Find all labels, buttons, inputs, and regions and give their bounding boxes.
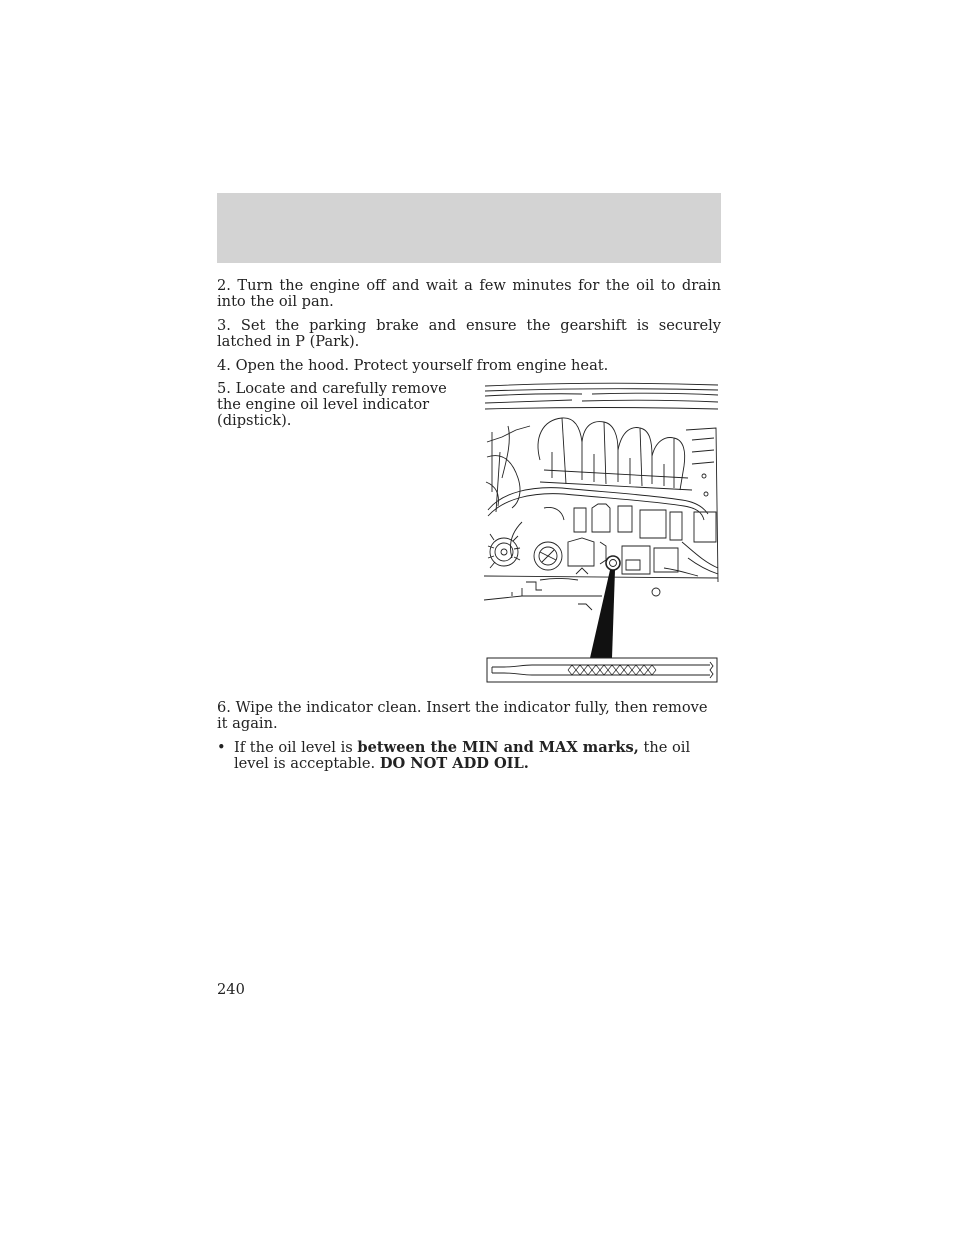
engine-illustration-icon [482,382,722,684]
step-2-text: 2. Turn the engine off and wait a few minutes for the oil to drain into the oil pan. [217,277,721,310]
step-6-text: 6. Wipe the indicator clean. Insert the indicator fully, then remove it again. [217,699,708,732]
bullet-text-before: If the oil level is [234,739,358,756]
header-band [217,193,721,263]
step-4-text: 4. Open the hood. Protect yourself from engine heat. [217,357,609,374]
engine-dipstick-illustration [482,382,722,684]
bullet-bold-warning: DO NOT ADD OIL. [379,755,529,772]
step-3-text: 3. Set the parking brake and ensure the gearshift is securely latched in P (Park). [217,317,721,350]
bullet-bold-range: between the MIN and MAX marks, [357,739,639,756]
bullet-symbol: • [217,739,226,756]
bullet-text [234,740,724,772]
page-number: 240 [217,981,245,998]
step-5-text: 5. Locate and carefully remove the engine oil level indicator (dipstick). [217,380,447,429]
bullet-text-middle: the oil level is acceptable. [234,739,691,772]
